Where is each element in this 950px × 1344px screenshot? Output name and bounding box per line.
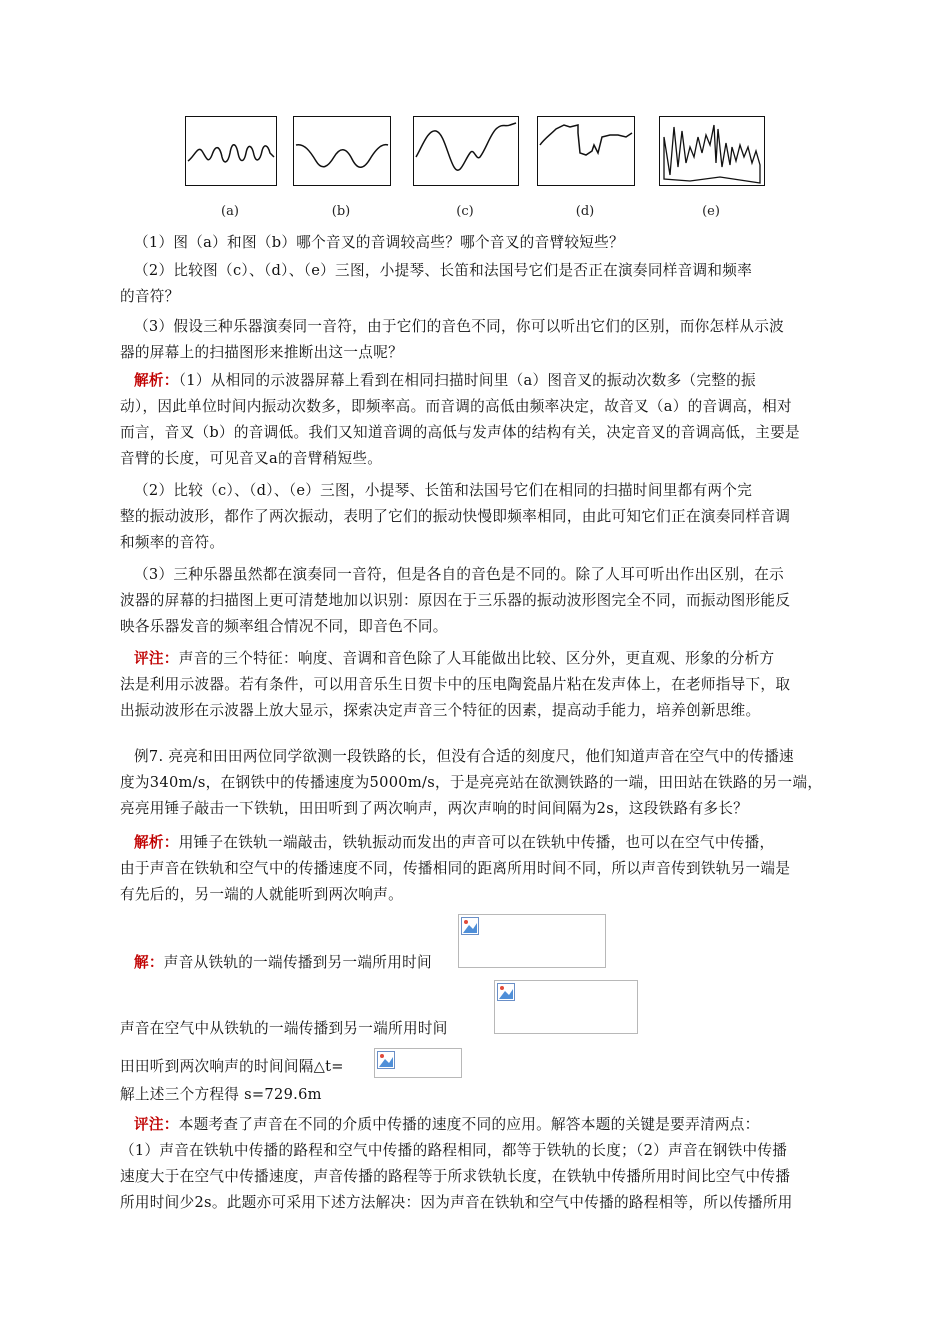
analysis-1-label: 解析： <box>134 372 179 389</box>
analysis-1-p2-line3: 和频率的音符。 <box>120 534 225 551</box>
analysis-2-line1: 用锤子在铁轨一端敲击，铁轨振动而发出的声音可以在铁轨中传播，也可以在空气中传播， <box>178 834 775 851</box>
waveform-b <box>293 116 391 186</box>
analysis-1-line2: 动），因此单位时间内振动次数多，即频率高。而音调的高低由频率决定，故音叉（a）的音调高，相对 <box>120 398 792 415</box>
analysis-1-part2 <box>120 478 860 556</box>
broken-image-icon <box>497 983 515 1001</box>
formula-image-1 <box>458 914 606 968</box>
solution-line1-text: 声音从铁轨的一端传播到另一端所用时间 <box>163 954 432 971</box>
question-2 <box>120 258 860 310</box>
solution-label: 解： <box>134 954 164 971</box>
caption-e: (e) <box>702 204 720 219</box>
waveform-c <box>413 116 519 186</box>
analysis-1-line3: 而言，音叉（b）的音调低。我们又知道音调的高低与发声体的结构有关，决定音叉的音调高低，主要是 <box>120 424 800 441</box>
analysis-1-p2-line2: 整的振动波形，都作了两次振动，表明了它们的振动快慢即频率相同，由此可知它们正在演奏同样音调 <box>120 508 791 525</box>
question-1 <box>120 230 860 256</box>
comment-1-line1: 声音的三个特征：响度、音调和音色除了人耳能做出比较、区分外，更直观、形象的分析方 <box>178 650 775 667</box>
example-7-line1: 例7. 亮亮和田田两位同学欲测一段铁路的长，但没有合适的刻度尺，他们知道声音在空气中的传播速 <box>134 748 794 765</box>
comment-1-label: 评注： <box>134 650 179 667</box>
broken-image-icon <box>377 1051 395 1069</box>
waveform-d <box>537 116 635 186</box>
analysis-1-line1: （1）从相同的示波器屏幕上看到在相同扫描时间里（a）图音叉的振动次数多（完整的振 <box>178 372 756 389</box>
example-7-line2: 度为340m/s，在钢铁中的传播速度为5000m/s，于是亮亮站在欲测铁路的一端，田田站在铁路的另一端， <box>120 774 823 791</box>
analysis-1 <box>120 368 860 472</box>
analysis-2 <box>120 830 860 908</box>
formula-image-3 <box>374 1048 462 1078</box>
broken-image-icon <box>461 917 479 935</box>
question-2-line2: 的音符？ <box>120 288 180 305</box>
comment-1 <box>120 646 860 724</box>
comment-1-line3: 出振动波形在示波器上放大显示，探索决定声音三个特征的因素，提高动手能力，培养创新思维。 <box>120 702 761 719</box>
solution-line2: 声音在空气中从铁轨的一端传播到另一端所用时间 <box>120 1020 448 1037</box>
analysis-2-line2: 由于声音在铁轨和空气中的传播速度不同，传播相同的距离所用时间不同，所以声音传到铁轨另一端是 <box>120 860 791 877</box>
waveform-a <box>185 116 277 186</box>
oscilloscope-figure <box>185 116 765 226</box>
question-1-text: （1）图（a）和图（b）哪个音叉的音调较高些？哪个音叉的音臂较短些？ <box>134 234 624 251</box>
analysis-1-p3-line3: 映各乐器发音的频率组合情况不同，即音色不同。 <box>120 618 448 635</box>
comment-2-line1: 本题考查了声音在不同的介质中传播的速度不同的应用。解答本题的关键是要弄清两点： <box>178 1116 760 1133</box>
analysis-1-p3-line2: 波器的屏幕的扫描图上更可清楚地加以识别：原因在于三乐器的振动波形图完全不同，而振动图形能反 <box>120 592 791 609</box>
solution-line4: 解上述三个方程得 s=729.6m <box>120 1086 322 1103</box>
caption-c: (c) <box>456 204 474 219</box>
example-7 <box>120 744 860 822</box>
question-2-line1: （2）比较图（c）、（d）、（e）三图，小提琴、长笛和法国号它们是否正在演奏同样音调和频率 <box>134 262 753 279</box>
question-3-line1: （3）假设三种乐器演奏同一音符，由于它们的音色不同，你可以听出它们的区别，而你怎样从示波 <box>134 318 785 335</box>
formula-image-2 <box>494 980 638 1034</box>
caption-d: (d) <box>575 204 595 219</box>
analysis-1-p2-line1: （2）比较（c）、（d）、（e）三图，小提琴、长笛和法国号它们在相同的扫描时间里都有两个完 <box>134 482 753 499</box>
comment-1-line2: 法是利用示波器。若有条件，可以用音乐生日贺卡中的压电陶瓷晶片粘在发声体上，在老师指导下，取 <box>120 676 791 693</box>
comment-2-label: 评注： <box>134 1116 179 1133</box>
analysis-1-line4: 音臂的长度，可见音叉a的音臂稍短些。 <box>120 450 383 467</box>
analysis-1-p3-line1: （3）三种乐器虽然都在演奏同一音符，但是各自的音色是不同的。除了人耳可听出作出区别，在示 <box>134 566 785 583</box>
waveform-e <box>659 116 765 186</box>
comment-2-line4: 所用时间少2s。此题亦可采用下述方法解决：因为声音在铁轨和空气中传播的路程相等，所以传播所用 <box>120 1194 793 1211</box>
solution-line3: 田田听到两次响声的时间间隔△t= <box>120 1058 344 1075</box>
comment-2-line3: 速度大于在空气中传播速度，声音传播的路程等于所求铁轨长度，在铁轨中传播所用时间比空气中传播 <box>120 1168 791 1185</box>
comment-2-line2: （1）声音在铁轨中传播的路程和空气中传播的路程相同，都等于铁轨的长度；（2）声音在钢铁中传播 <box>120 1142 788 1159</box>
comment-2 <box>120 1112 860 1216</box>
question-3-line2: 器的屏幕上的扫描图形来推断出这一点呢？ <box>120 344 403 361</box>
analysis-2-line3: 有先后的，另一端的人就能听到两次响声。 <box>120 886 403 903</box>
analysis-1-part3 <box>120 562 860 640</box>
example-7-line3: 亮亮用锤子敲击一下铁轨，田田听到了两次响声，两次声响的时间间隔为2s，这段铁路有多长？ <box>120 800 749 817</box>
analysis-2-label: 解析： <box>134 834 179 851</box>
caption-a: (a) <box>221 204 239 219</box>
question-3 <box>120 314 860 366</box>
caption-b: (b) <box>331 204 351 219</box>
